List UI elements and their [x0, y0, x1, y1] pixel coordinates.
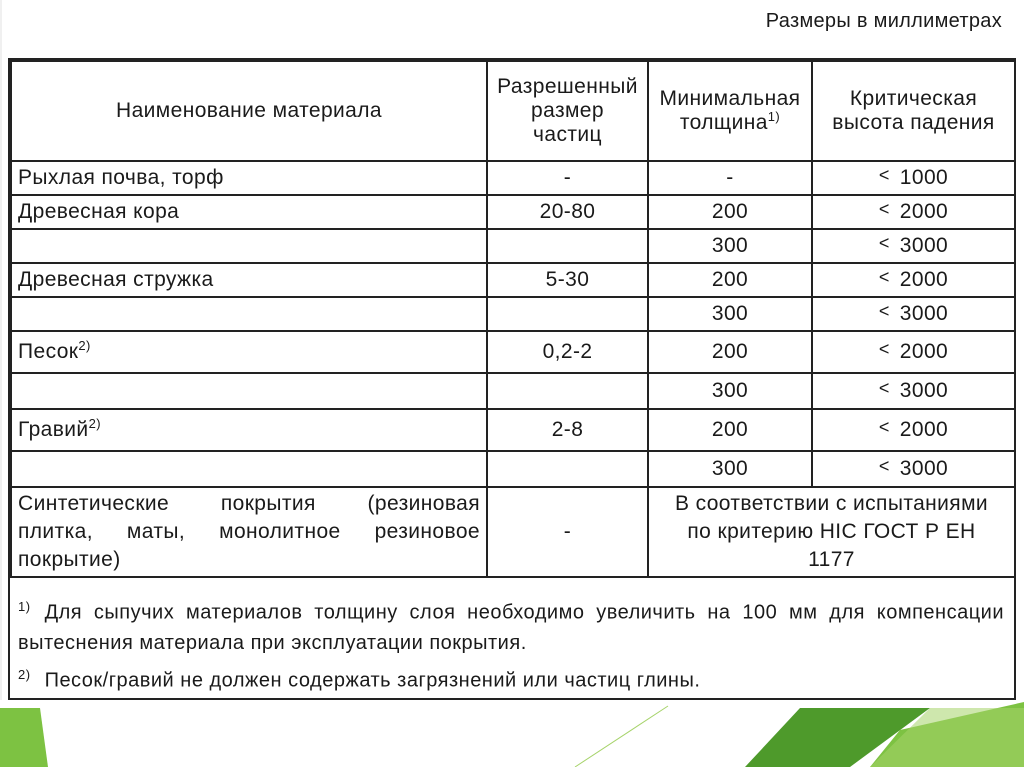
cell-particle-size: 20-80: [487, 195, 648, 229]
table-row: [11, 229, 1015, 263]
cell-particle-size: 5-30: [487, 263, 648, 297]
synthetic-line-1: Синтетические покрытия (резиновая: [18, 492, 480, 515]
critical-height-value: 1000: [899, 166, 949, 189]
cell-material: [11, 229, 487, 263]
material-label: Рыхлая почва, торф: [18, 166, 224, 189]
cell-critical-height: [812, 373, 1015, 409]
table-row: [11, 331, 1015, 373]
less-than-sign: <: [878, 301, 890, 321]
less-than-sign: <: [878, 339, 890, 359]
header-particle-size: Разрешенный размер частиц: [487, 61, 648, 161]
table-row: [11, 451, 1015, 487]
cell-critical-height: [812, 451, 1015, 487]
cell-material: [11, 161, 487, 195]
cell-critical-height: [812, 331, 1015, 373]
header-critical-height: Критическая высота падения: [812, 61, 1015, 161]
cell-min-thickness: 300: [648, 229, 812, 263]
cell-size-synthetic: -: [487, 487, 648, 577]
header-material: Наименование материала: [11, 61, 487, 161]
cell-critical-height: [812, 409, 1015, 451]
cell-critical-height: [812, 161, 1015, 195]
footnote-1: [18, 592, 1004, 658]
cell-min-thickness: 300: [648, 451, 812, 487]
less-than-sign: <: [878, 456, 890, 476]
compliance-line-3: 1177: [808, 548, 855, 571]
table-row: [11, 373, 1015, 409]
table-header-row: [11, 61, 1015, 161]
table-row-synthetic: [11, 487, 1015, 577]
compliance-line-1: В соответствии с испытаниями: [674, 492, 989, 515]
document-frame: [8, 58, 1016, 700]
header-min-thickness: [648, 61, 812, 161]
decor-thin-line: [575, 706, 668, 767]
footnote-ref-1: 1): [767, 109, 781, 124]
critical-height-value: 2000: [899, 340, 949, 363]
table-row: [11, 195, 1015, 229]
footnote-ref-2: 2): [78, 338, 91, 353]
cell-min-thickness: 200: [648, 331, 812, 373]
cell-critical-height: [812, 229, 1015, 263]
cell-compliance: [648, 487, 1015, 577]
cell-material-synthetic: [11, 487, 487, 577]
cell-min-thickness: 300: [648, 297, 812, 331]
footnote-ref-2: 2): [88, 416, 101, 431]
critical-height-value: 2000: [899, 200, 949, 223]
cell-material: [11, 373, 487, 409]
critical-height-value: 2000: [899, 268, 949, 291]
synthetic-line-3: покрытие): [18, 548, 121, 571]
cell-critical-height: [812, 263, 1015, 297]
material-label: Древесная кора: [18, 200, 180, 223]
cell-min-thickness: 200: [648, 263, 812, 297]
cell-particle-size: [487, 451, 648, 487]
cell-particle-size: -: [487, 161, 648, 195]
material-label: Древесная стружка: [18, 268, 214, 291]
footnote-2: [18, 660, 1004, 696]
header-min-thickness-label: Минимальная толщина: [659, 87, 801, 134]
cell-material: [11, 195, 487, 229]
cell-min-thickness: -: [648, 161, 812, 195]
footnote-2-mark: 2): [18, 667, 31, 682]
cell-material: [11, 297, 487, 331]
compliance-line-2: по критерию HIC ГОСТ Р ЕН: [687, 520, 976, 543]
cell-min-thickness: 200: [648, 195, 812, 229]
cell-particle-size: [487, 229, 648, 263]
cell-material: [11, 263, 487, 297]
cell-particle-size: 0,2-2: [487, 331, 648, 373]
cell-material: [11, 451, 487, 487]
less-than-sign: <: [878, 267, 890, 287]
cell-critical-height: [812, 195, 1015, 229]
critical-height-value: 3000: [899, 302, 949, 325]
footnote-2-text: Песок/гравий не должен содержать загрязнений или частиц глины.: [44, 669, 701, 692]
critical-height-value: 3000: [899, 234, 949, 257]
cell-material: [11, 331, 487, 373]
cell-particle-size: 2-8: [487, 409, 648, 451]
materials-table: [10, 60, 1016, 578]
cell-particle-size: [487, 297, 648, 331]
table-row: [11, 263, 1015, 297]
units-note: Размеры в миллиметрах: [765, 10, 1002, 32]
cell-critical-height: [812, 297, 1015, 331]
cell-material: [11, 409, 487, 451]
slide-edge: [0, 0, 2, 700]
cell-particle-size: [487, 373, 648, 409]
table-row: [11, 161, 1015, 195]
critical-height-value: 2000: [899, 418, 949, 441]
cell-min-thickness: 200: [648, 409, 812, 451]
footnote-1-mark: 1): [18, 599, 31, 614]
less-than-sign: <: [878, 378, 890, 398]
material-label: Песок: [18, 340, 79, 363]
footnotes: [10, 586, 1014, 698]
less-than-sign: <: [878, 199, 890, 219]
critical-height-value: 3000: [899, 457, 949, 480]
decor-left-shape: [0, 708, 48, 767]
green-decoration: [0, 700, 1024, 767]
less-than-sign: <: [878, 165, 890, 185]
critical-height-value: 3000: [899, 379, 949, 402]
less-than-sign: <: [878, 233, 890, 253]
cell-min-thickness: 300: [648, 373, 812, 409]
less-than-sign: <: [878, 417, 890, 437]
synthetic-line-2: плитка, маты, монолитное резиновое: [18, 520, 480, 543]
material-label: Гравий: [18, 418, 89, 441]
footnote-1-text: Для сыпучих материалов толщину слоя необходимо увеличить на 100 мм для компенсации вытеснения материала при эксплуатации покрытия.: [18, 601, 1004, 654]
table-row: [11, 409, 1015, 451]
table-row: [11, 297, 1015, 331]
